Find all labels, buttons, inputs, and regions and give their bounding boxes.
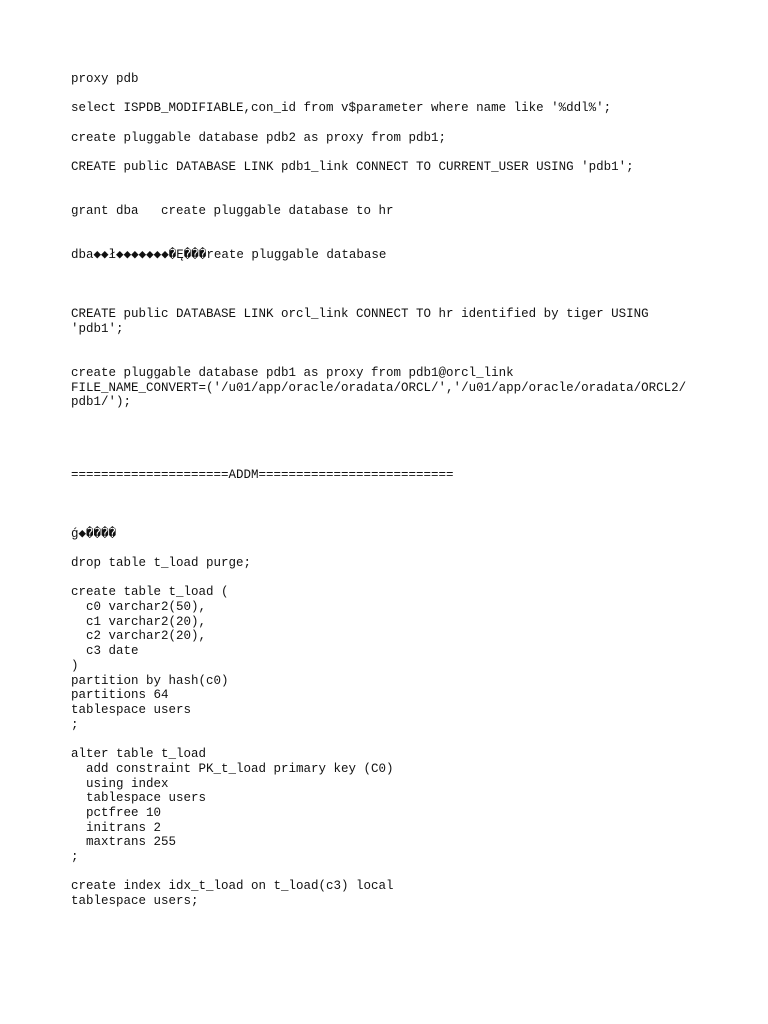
doc-line: partition by hash(c0)	[71, 674, 229, 688]
doc-line: dba◆◆ł◆◆◆◆◆◆◆�Ę���reate pluggable database	[71, 248, 387, 262]
doc-line: tablespace users	[71, 703, 192, 717]
doc-line: ;	[71, 850, 79, 864]
doc-line: create pluggable database pdb1 as proxy from pdb1@orcl_link	[71, 366, 514, 380]
doc-line: pctfree 10	[71, 806, 162, 820]
doc-line: )	[71, 659, 79, 673]
doc-line: CREATE public DATABASE LINK pdb1_link CONNECT TO CURRENT_USER USING 'pdb1';	[71, 160, 634, 174]
doc-line: =====================ADDM==========================	[71, 468, 454, 482]
doc-line: c2 varchar2(20),	[71, 629, 207, 643]
doc-line: alter table t_load	[71, 747, 207, 761]
doc-line: grant dba create pluggable database to hr	[71, 204, 394, 218]
doc-line: proxy pdb	[71, 72, 139, 86]
doc-line: add constraint PK_t_load primary key (C0)	[71, 762, 394, 776]
doc-line: initrans 2	[71, 821, 162, 835]
doc-line: CREATE public DATABASE LINK orcl_link CONNECT TO hr identified by tiger USING	[71, 307, 649, 321]
doc-line: select ISPDB_MODIFIABLE,con_id from v$parameter where name like '%ddl%';	[71, 101, 612, 115]
doc-line: pdb1/');	[71, 395, 132, 409]
doc-line: maxtrans 255	[71, 835, 177, 849]
doc-line: tablespace users	[71, 791, 207, 805]
doc-line: c0 varchar2(50),	[71, 600, 207, 614]
doc-line: ;	[71, 718, 79, 732]
doc-line: create pluggable database pdb2 as proxy from pdb1;	[71, 131, 447, 145]
doc-line: FILE_NAME_CONVERT=('/u01/app/oracle/oradata/ORCL/','/u01/app/oracle/oradata/ORCL2/	[71, 381, 687, 395]
doc-line: c3 date	[71, 644, 139, 658]
doc-line: c1 varchar2(20),	[71, 615, 207, 629]
doc-line: ǵ◆����	[71, 527, 117, 541]
doc-line: create index idx_t_load on t_load(c3) local	[71, 879, 394, 893]
doc-line: partitions 64	[71, 688, 169, 702]
doc-line: drop table t_load purge;	[71, 556, 252, 570]
doc-line: 'pdb1';	[71, 322, 124, 336]
doc-line: using index	[71, 777, 169, 791]
doc-line: create table t_load (	[71, 585, 229, 599]
doc-line: tablespace users;	[71, 894, 199, 908]
